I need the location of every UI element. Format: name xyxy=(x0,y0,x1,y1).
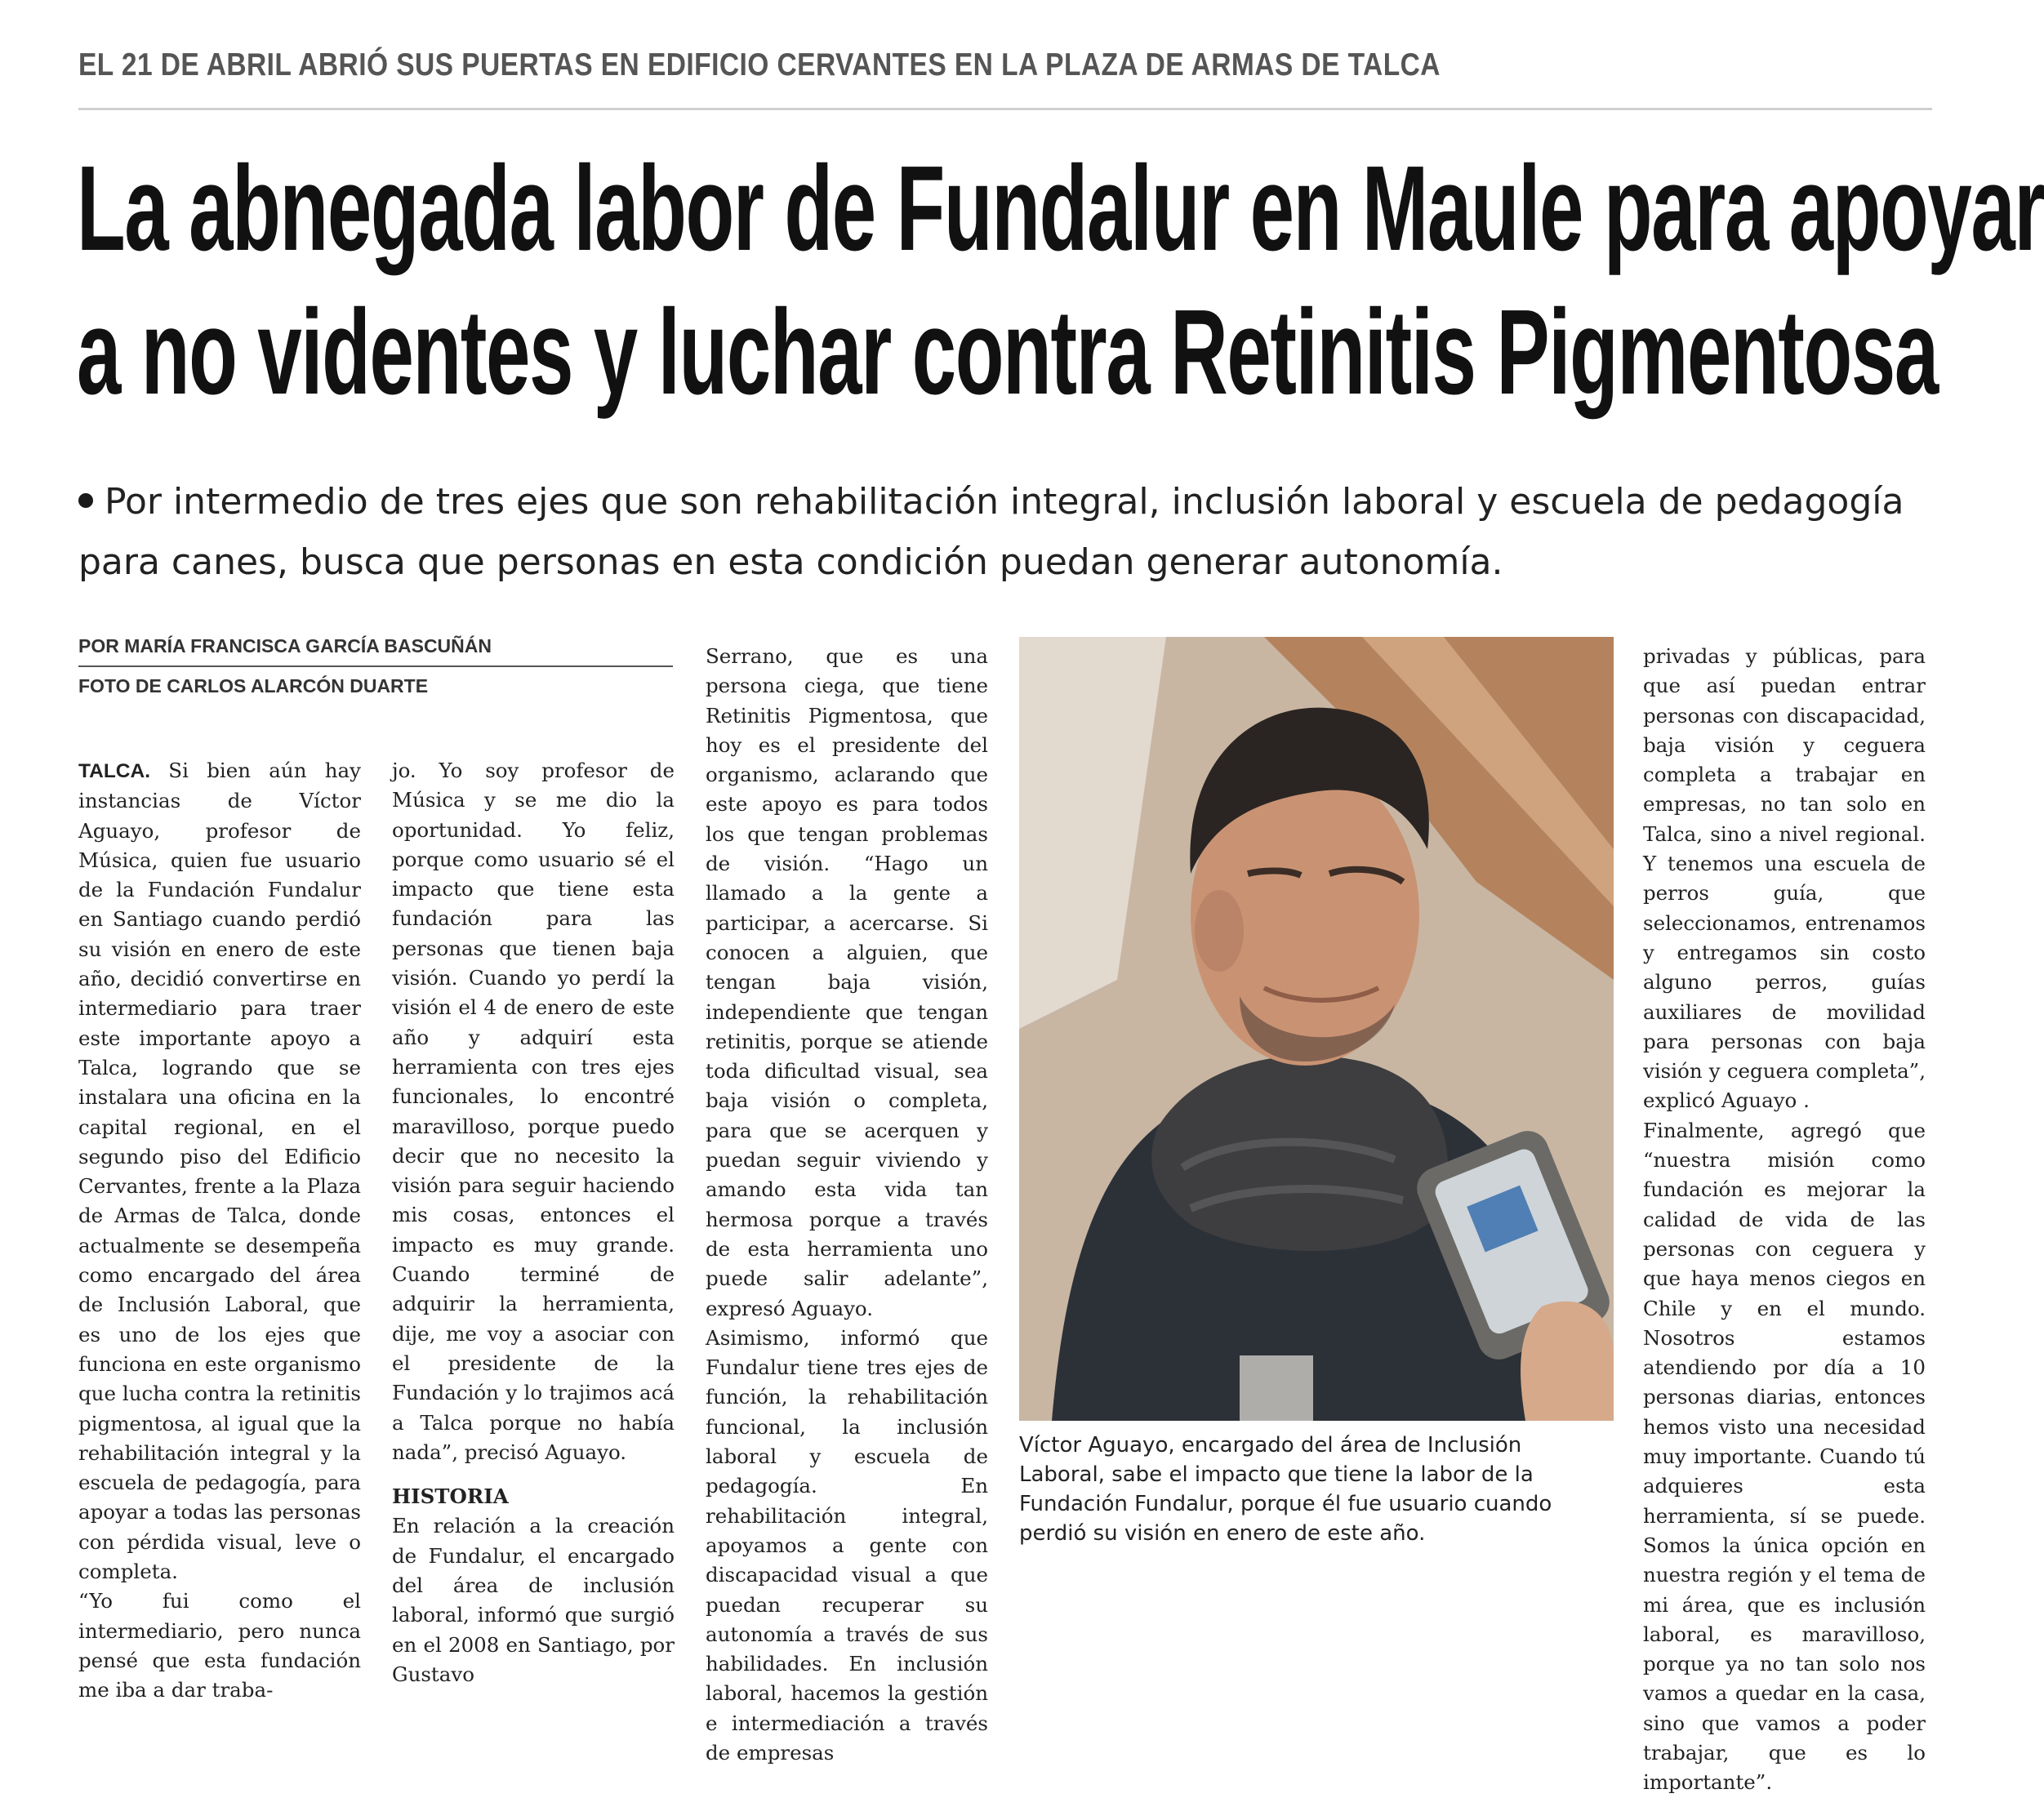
portrait-photo-icon xyxy=(1019,637,1614,1421)
photo-credit: FOTO DE CARLOS ALARCÓN DUARTE xyxy=(78,675,429,697)
kicker: EL 21 DE ABRIL ABRIÓ SUS PUERTAS EN EDIFICIO CERVANTES EN LA PLAZA DE ARMAS DE TALCA xyxy=(78,47,1441,82)
top-rule xyxy=(78,108,1932,110)
credits xyxy=(78,635,673,697)
body-column-1 xyxy=(78,756,361,1702)
dateline: TALCA. xyxy=(78,760,150,782)
body-column-3 xyxy=(706,642,988,1765)
headline-line-1: La abnegada labor de Fundalur en Maule para apoyar xyxy=(77,141,2044,276)
body-column-4 xyxy=(1643,642,1926,1795)
paragraph: privadas y públicas, para que así puedan entrar personas con discapacidad, baja visión y ceguera completa a trabajar en empresas, no tan solo en Talca, sino a nivel regional. Y tenemos una escuela de perros guía, que seleccionamos, entrenamos y entregamos sin costo alguno perros, guías auxiliares de movilidad para personas con baja visión y ceguera completa”, explicó Aguayo . xyxy=(1643,644,1926,1113)
paragraph: “Yo fui como el intermediario, pero nunca pensé que esta fundación me iba a dar traba- xyxy=(78,1589,361,1702)
portrait-illustration xyxy=(1019,637,1614,1421)
headline xyxy=(77,137,2044,425)
paragraph: Asimismo, informó que Fundalur tiene tres ejes de función, la rehabilitación funcional, la inclusión laboral y escuela de pedagogía. En rehabilitación integral, apoyamos a gente con discapacidad visual a que puedan recuperar su autonomía a través de sus habilidades. En inclusión laboral, hacemos la gestión e intermediación a través de empresas xyxy=(706,1325,988,1765)
paragraph: En relación a la creación de Fundalur, el encargado del área de inclusión laboral, informó que surgió en el 2008 en Santiago, por Gustavo xyxy=(392,1514,675,1686)
subhead: HISTORIA xyxy=(392,1484,509,1509)
byline: POR MARÍA FRANCISCA GARCÍA BASCUÑÁN xyxy=(78,635,673,667)
paragraph: TALCA. Si bien aún hay instancias de Víctor Aguayo, profesor de Música, quien fue usuario de la Fundación Fundalur en Santiago cuando perdió su visión en enero de este año, decidió convertirse en intermediario para traer este importante apoyo a Talca, logrando que se instalara una oficina en la capital regional, en el segundo piso del Edificio Cervantes, frente a la Plaza de Armas de Talca, donde actualmente se desempeña como encargado del área de Inclusión Laboral, que es uno de los ejes que funciona en este organismo que lucha contra la retinitis pigmentosa, al igual que la rehabilitación integral y la escuela de pedagogía, para apoyar a todas las personas con pérdida visual, leve o completa. xyxy=(78,759,361,1584)
deck-text: Por intermedio de tres ejes que son rehabilitación integral, inclusión laboral y escuela de pedagogía para canes, busca que personas en esta condición puedan generar autonomía. xyxy=(78,481,1904,583)
body-column-2 xyxy=(392,756,675,1686)
deck xyxy=(78,472,1940,593)
headline-line-2: a no videntes y luchar contra Retinitis Pigmentosa xyxy=(77,285,1938,420)
photo-caption: Víctor Aguayo, encargado del área de Inclusión Laboral, sabe el impacto que tiene la labor de la Fundación Fundalur, porque él fue usuario cuando perdió su visión en enero de este año. xyxy=(1019,1433,1552,1546)
paragraph: Finalmente, agregó que “nuestra misión como fundación es mejorar la calidad de vida de las personas con ceguera y que haya menos ciegos en Chile y en el mundo. Nosotros estamos atendiendo por día a 10 personas diarias, entonces hemos visto una necesidad muy importante. Cuando tú adquieres esta herramienta, sí se puede. Somos la única opción en nuestra región y el tema de mi área, que es inclusión laboral, es maravilloso, porque ya no tan solo nos vamos a quedar en la casa, sino que vamos a poder trabajar, que es lo importante”. xyxy=(1643,1118,1926,1795)
bullet-icon xyxy=(78,493,93,508)
paragraph: jo. Yo soy profesor de Música y se me dio la oportunidad. Yo feliz, porque como usuario sé el impacto que tiene esta fundación para las personas que tienen baja visión. Cuando yo perdí la visión el 4 de enero de este año y adquirí esta herramienta con tres ejes funcionales, lo encontré maravilloso, porque puedo decir que no necesito la visión para seguir haciendo mis cosas, entonces el impacto es muy grande. Cuando terminé de adquirir la herramienta, dije, me voy a asociar con el presidente de la Fundación y lo trajimos acá a Talca porque no había nada”, precisó Aguayo. xyxy=(392,759,675,1464)
paragraph: Serrano, que es una persona ciega, que tiene Retinitis Pigmentosa, que hoy es el presidente del organismo, aclarando que este apoyo es para todos los que tengan problemas de visión. “Hago un llamado a la gente a participar, a acercarse. Si conocen a alguien, que tengan baja visión, independiente que tengan retinitis, porque se atiende toda dificultad visual, sea baja visión o completa, para que se acerquen y puedan seguir viviendo y amando esta vida tan hermosa porque a través de esta herramienta uno puede salir adelante”, expresó Aguayo. xyxy=(706,644,988,1320)
